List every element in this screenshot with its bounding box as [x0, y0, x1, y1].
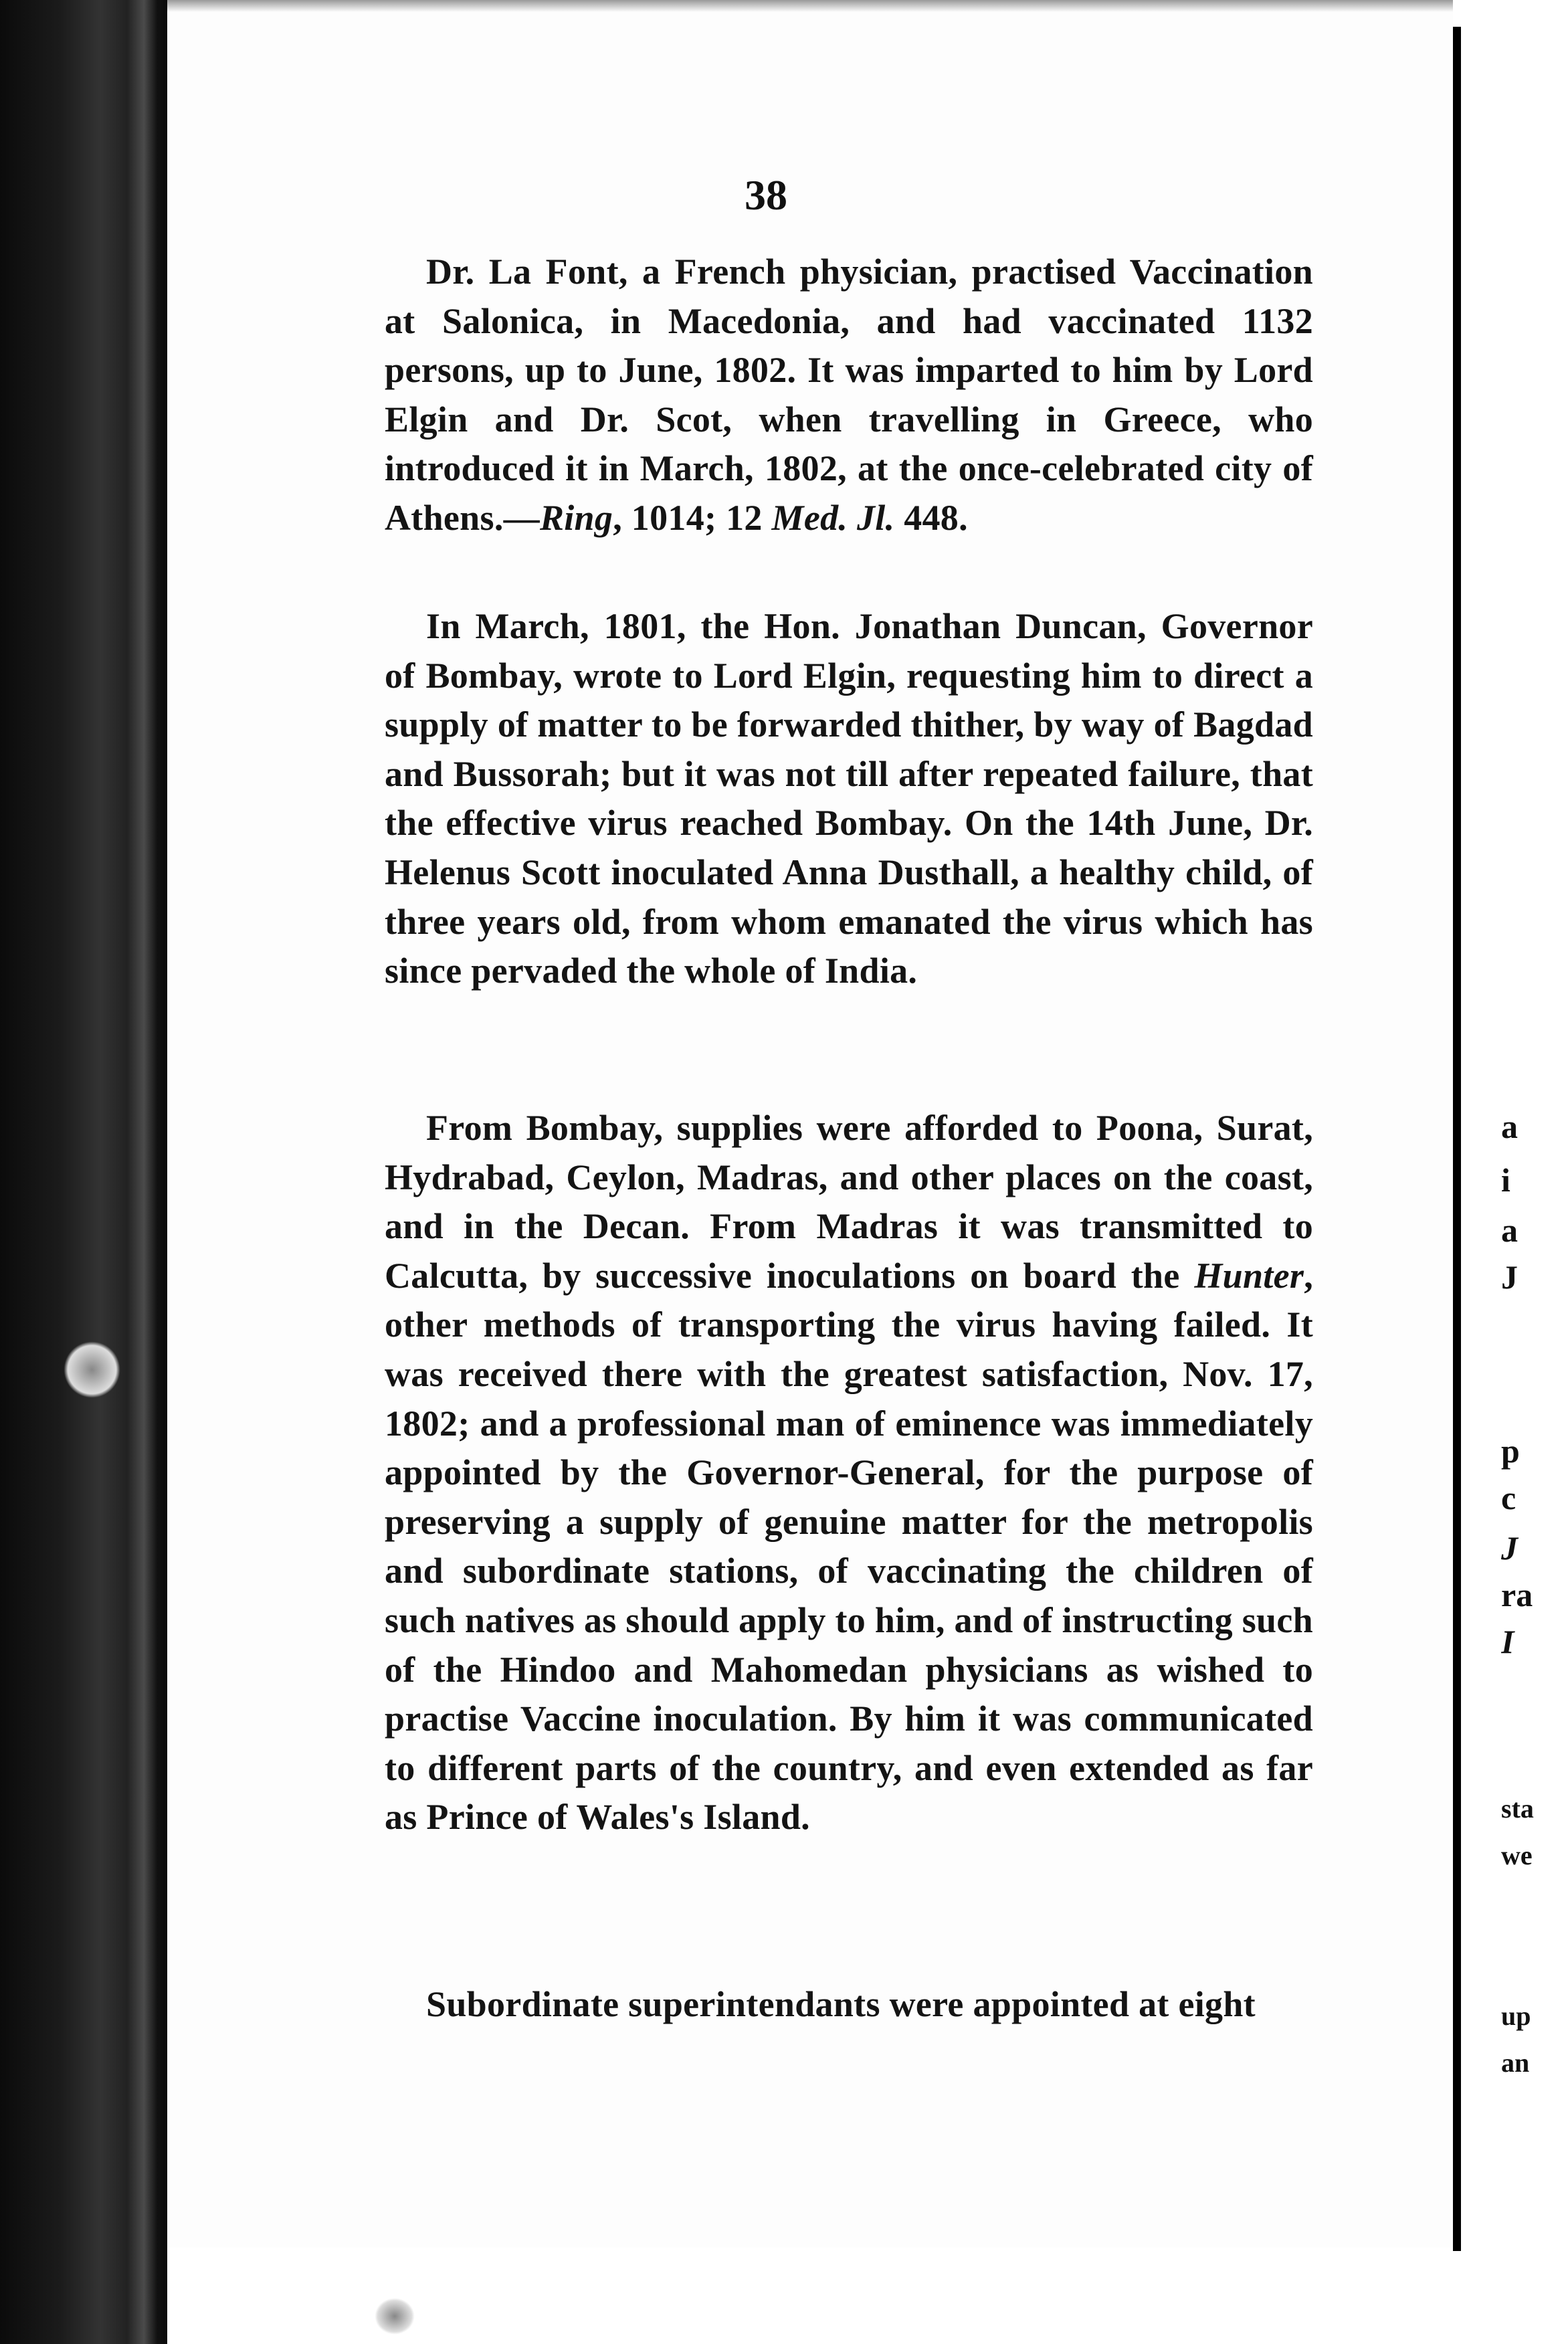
scan-left-edge [0, 0, 167, 2344]
next-page-fragment: a [1501, 1108, 1518, 1145]
paragraph-2 [385, 602, 1313, 996]
next-page-fragment: up [1501, 2001, 1531, 2031]
ink-blot [375, 2298, 415, 2335]
paragraph-text [385, 248, 1313, 543]
next-page-fragment: p [1501, 1432, 1520, 1470]
text-segment: Dr. La Font, a French physician, practised Vaccination at Salonica, in Macedonia, and had vaccinated 1132 persons, up to June, 1802. It was imparted to him by Lord Elgin and Dr. Scot, when travelling in Greece, who introduced it in March, 1802, at the once-celebrated city of Athens.— [385, 252, 1313, 538]
italic-citation: Ring [539, 497, 613, 538]
next-page-fragment: J [1501, 1258, 1518, 1296]
paragraph-1 [385, 248, 1313, 543]
italic-citation: Hunter [1194, 1255, 1304, 1296]
next-page-fragment: J [1501, 1529, 1518, 1567]
next-page-fragment: ra [1501, 1576, 1533, 1614]
text-segment: , 1014; 12 [613, 497, 772, 538]
next-page-fragment: c [1501, 1479, 1516, 1517]
paragraph-text [385, 1980, 1313, 2030]
next-page-fragment: we [1501, 1840, 1533, 1870]
next-page-fragment: I [1501, 1623, 1514, 1660]
text-segment: Subordinate superintendants were appointed at eight [426, 1984, 1256, 2024]
page-top-shadow [167, 0, 1453, 12]
next-page-fragment: sta [1501, 1793, 1534, 1824]
paragraph-text [385, 602, 1313, 996]
text-segment: 448. [894, 497, 968, 538]
next-page-fragment: an [1501, 2048, 1530, 2078]
ink-blot [64, 1341, 120, 1398]
text-segment: , other methods of transporting the virus having failed. It was received there with the greatest satisfaction, Nov. 17, 1802; and a professional man of eminence was immediately appointed by the Governor-General, for the purpose of preserving a supply of genuine matter for the metropolis and subordinate stations, of vaccinating the children of such natives as should apply to him, and of instructing such of the Hindoo and Mahomedan physicians as wished to practise Vaccine inoculation. By him it was communicated to different parts of the country, and even extended as far as Prince of Wales's Island. [385, 1255, 1313, 1838]
next-page-fragment: i [1501, 1161, 1510, 1199]
page-gutter-line [1453, 27, 1461, 2251]
text-segment: From Bombay, supplies were afforded to Poona, Surat, Hydrabad, Ceylon, Madras, and other places on the coast, and in the Decan. From Madras it was transmitted to Calcutta, by successive inoculations on board the [385, 1108, 1313, 1296]
next-page-fragment: a [1501, 1211, 1518, 1249]
paragraph-4 [385, 1980, 1313, 2030]
italic-citation: Med. Jl. [771, 497, 895, 538]
text-segment: In March, 1801, the Hon. Jonathan Duncan, Governor of Bombay, wrote to Lord Elgin, requesting him to direct a supply of matter to be forwarded thither, by way of Bagdad and Bussorah; but it was not till after repeated failure, that the effective virus reached Bombay. On the 14th June, Dr. Helenus Scott inoculated Anna Dusthall, a healthy child, of three years old, from whom emanated the virus which has since pervaded the whole of India. [385, 606, 1313, 991]
next-page-edge [1461, 0, 1568, 2344]
paragraph-3 [385, 1104, 1313, 1842]
page-number: 38 [745, 171, 787, 219]
page-bottom-margin [167, 2248, 1453, 2344]
paragraph-text [385, 1104, 1313, 1842]
